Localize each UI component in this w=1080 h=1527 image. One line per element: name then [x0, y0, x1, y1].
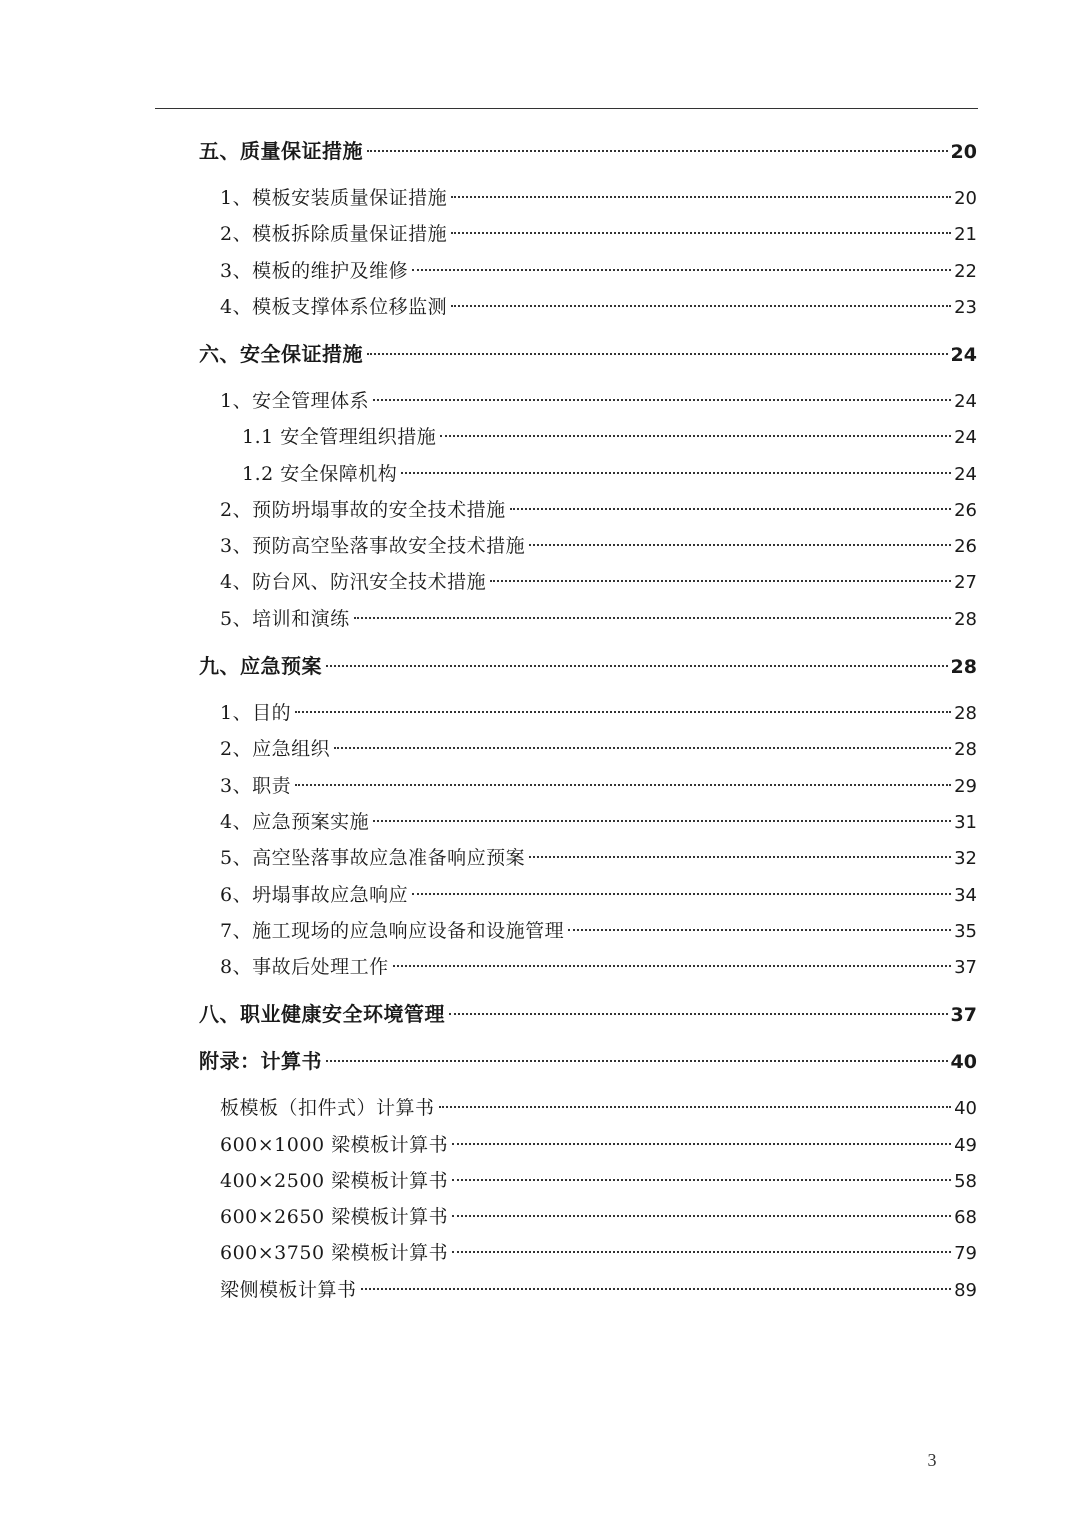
toc-entry-title: 600×1000 梁模板计算书	[220, 1134, 449, 1156]
toc-entry-title: 4、模板支撑体系位移监测	[220, 296, 448, 318]
toc-entry-page: 79	[954, 1243, 977, 1264]
header-rule	[155, 108, 978, 109]
toc-dot-leader	[451, 232, 951, 234]
toc-entry-page: 58	[954, 1171, 977, 1192]
toc-entry-page: 27	[954, 572, 977, 593]
toc-dot-leader	[334, 747, 951, 749]
toc-entry[interactable]	[242, 459, 977, 489]
toc-dot-leader	[490, 580, 951, 582]
toc-dot-leader	[295, 784, 951, 786]
toc-dot-leader	[373, 399, 951, 401]
toc-entry-title: 1.1 安全管理组织措施	[242, 426, 437, 448]
toc-entry-page: 24	[954, 427, 977, 448]
toc-entry-title: 1、目的	[220, 702, 292, 724]
toc-entry-page: 29	[954, 776, 977, 797]
toc-entry[interactable]	[220, 531, 977, 561]
toc-entry[interactable]	[220, 916, 977, 946]
toc-dot-leader	[440, 435, 951, 437]
toc-entry-title: 4、应急预案实施	[220, 811, 370, 833]
toc-dot-leader	[326, 1060, 948, 1062]
toc-dot-leader	[412, 893, 951, 895]
toc-entry-title: 8、事故后处理工作	[220, 956, 389, 978]
toc-dot-leader	[326, 665, 948, 667]
toc-entry-page: 89	[954, 1280, 977, 1301]
toc-entry-page: 32	[954, 848, 977, 869]
toc-entry-title: 附录：计算书	[199, 1049, 322, 1073]
toc-entry[interactable]	[242, 422, 977, 452]
toc-entry-title: 九、应急预案	[199, 654, 322, 678]
toc-entry[interactable]	[220, 219, 977, 249]
toc-dot-leader	[295, 711, 951, 713]
toc-dot-leader	[373, 820, 951, 822]
toc-entry[interactable]	[199, 999, 977, 1029]
toc-dot-leader	[510, 508, 952, 510]
toc-entry[interactable]	[220, 843, 977, 873]
toc-entry-title: 板模板（扣件式）计算书	[220, 1097, 435, 1119]
toc-entry-title: 五、质量保证措施	[199, 139, 363, 163]
toc-dot-leader	[452, 1143, 951, 1145]
toc-entry-page: 28	[954, 703, 977, 724]
toc-dot-leader	[367, 353, 948, 355]
toc-dot-leader	[449, 1013, 948, 1015]
toc-dot-leader	[354, 617, 952, 619]
toc-entry-page: 28	[954, 739, 977, 760]
toc-entry-page: 28	[954, 609, 977, 630]
toc-dot-leader	[439, 1106, 952, 1108]
toc-entry[interactable]	[220, 1130, 977, 1160]
toc-entry[interactable]	[220, 1093, 977, 1123]
toc-entry-page: 24	[950, 344, 977, 366]
toc-entry-page: 28	[950, 656, 977, 678]
toc-entry-title: 2、模板拆除质量保证措施	[220, 223, 448, 245]
toc-dot-leader	[452, 1251, 951, 1253]
toc-entry-title: 八、职业健康安全环境管理	[199, 1002, 445, 1026]
toc-entry-title: 3、职责	[220, 775, 292, 797]
toc-entry[interactable]	[220, 734, 977, 764]
toc-entry-page: 34	[954, 885, 977, 906]
toc-entry-page: 26	[954, 500, 977, 521]
toc-entry-title: 3、模板的维护及维修	[220, 260, 409, 282]
toc-entry-title: 400×2500 梁模板计算书	[220, 1170, 449, 1192]
toc-dot-leader	[412, 269, 951, 271]
toc-entry-page: 35	[954, 921, 977, 942]
toc-entry-title: 2、应急组织	[220, 738, 331, 760]
toc-entry-title: 3、预防高空坠落事故安全技术措施	[220, 535, 526, 557]
toc-dot-leader	[452, 1215, 951, 1217]
toc-entry[interactable]	[220, 604, 977, 634]
toc-dot-leader	[529, 856, 951, 858]
toc-dot-leader	[361, 1288, 952, 1290]
toc-entry-page: 26	[954, 536, 977, 557]
toc-entry-title: 4、防台风、防汛安全技术措施	[220, 571, 487, 593]
toc-entry-page: 37	[954, 957, 977, 978]
toc-entry[interactable]	[199, 1046, 977, 1076]
toc-entry-page: 24	[954, 391, 977, 412]
toc-entry-title: 梁侧模板计算书	[220, 1279, 357, 1301]
toc-entry[interactable]	[220, 771, 977, 801]
toc-entry[interactable]	[220, 1166, 977, 1196]
toc-entry-title: 7、施工现场的应急响应设备和设施管理	[220, 920, 565, 942]
toc-entry-title: 1、安全管理体系	[220, 390, 370, 412]
toc-entry-title: 5、培训和演练	[220, 608, 350, 630]
toc-entry-title: 2、预防坍塌事故的安全技术措施	[220, 499, 506, 521]
toc-entry[interactable]	[220, 807, 977, 837]
toc-dot-leader	[367, 150, 948, 152]
toc-entry[interactable]	[220, 256, 977, 286]
toc-entry-page: 21	[954, 224, 977, 245]
toc-entry-page: 22	[954, 261, 977, 282]
toc-dot-leader	[568, 929, 951, 931]
toc-entry[interactable]	[220, 567, 977, 597]
toc-entry-page: 24	[954, 464, 977, 485]
toc-dot-leader	[393, 965, 952, 967]
toc-entry[interactable]	[199, 136, 977, 166]
toc-entry[interactable]	[220, 183, 977, 213]
toc-dot-leader	[451, 305, 951, 307]
toc-entry-page: 20	[954, 188, 977, 209]
toc-entry[interactable]	[220, 952, 977, 982]
toc-entry[interactable]	[220, 292, 977, 322]
toc-entry-page: 23	[954, 297, 977, 318]
toc-entry[interactable]	[199, 339, 977, 369]
toc-entry[interactable]	[220, 698, 977, 728]
toc-dot-leader	[451, 196, 951, 198]
toc-entry[interactable]	[220, 880, 977, 910]
toc-dot-leader	[452, 1179, 951, 1181]
toc-dot-leader	[401, 472, 951, 474]
toc-dot-leader	[529, 544, 951, 546]
toc-entry[interactable]	[220, 1275, 977, 1305]
toc-entry-title: 600×3750 梁模板计算书	[220, 1242, 449, 1264]
toc-entry-page: 31	[954, 812, 977, 833]
toc-entry[interactable]	[220, 1238, 977, 1268]
toc-entry-page: 37	[950, 1004, 977, 1026]
toc-entry[interactable]	[220, 495, 977, 525]
toc-entry-page: 20	[950, 141, 977, 163]
toc-entry[interactable]	[199, 651, 977, 681]
toc-entry-title: 600×2650 梁模板计算书	[220, 1206, 449, 1228]
toc-entry[interactable]	[220, 1202, 977, 1232]
toc-entry-title: 6、坍塌事故应急响应	[220, 884, 409, 906]
toc-entry-title: 1.2 安全保障机构	[242, 463, 398, 485]
page-number: 3	[927, 1450, 937, 1470]
toc-entry-title: 六、安全保证措施	[199, 342, 363, 366]
toc-entry-page: 49	[954, 1135, 977, 1156]
toc-entry[interactable]	[220, 386, 977, 416]
toc-entry-title: 1、模板安装质量保证措施	[220, 187, 448, 209]
toc-entry-page: 40	[954, 1098, 977, 1119]
toc-entry-page: 40	[950, 1051, 977, 1073]
toc-entry-page: 68	[954, 1207, 977, 1228]
toc-entry-title: 5、高空坠落事故应急准备响应预案	[220, 847, 526, 869]
